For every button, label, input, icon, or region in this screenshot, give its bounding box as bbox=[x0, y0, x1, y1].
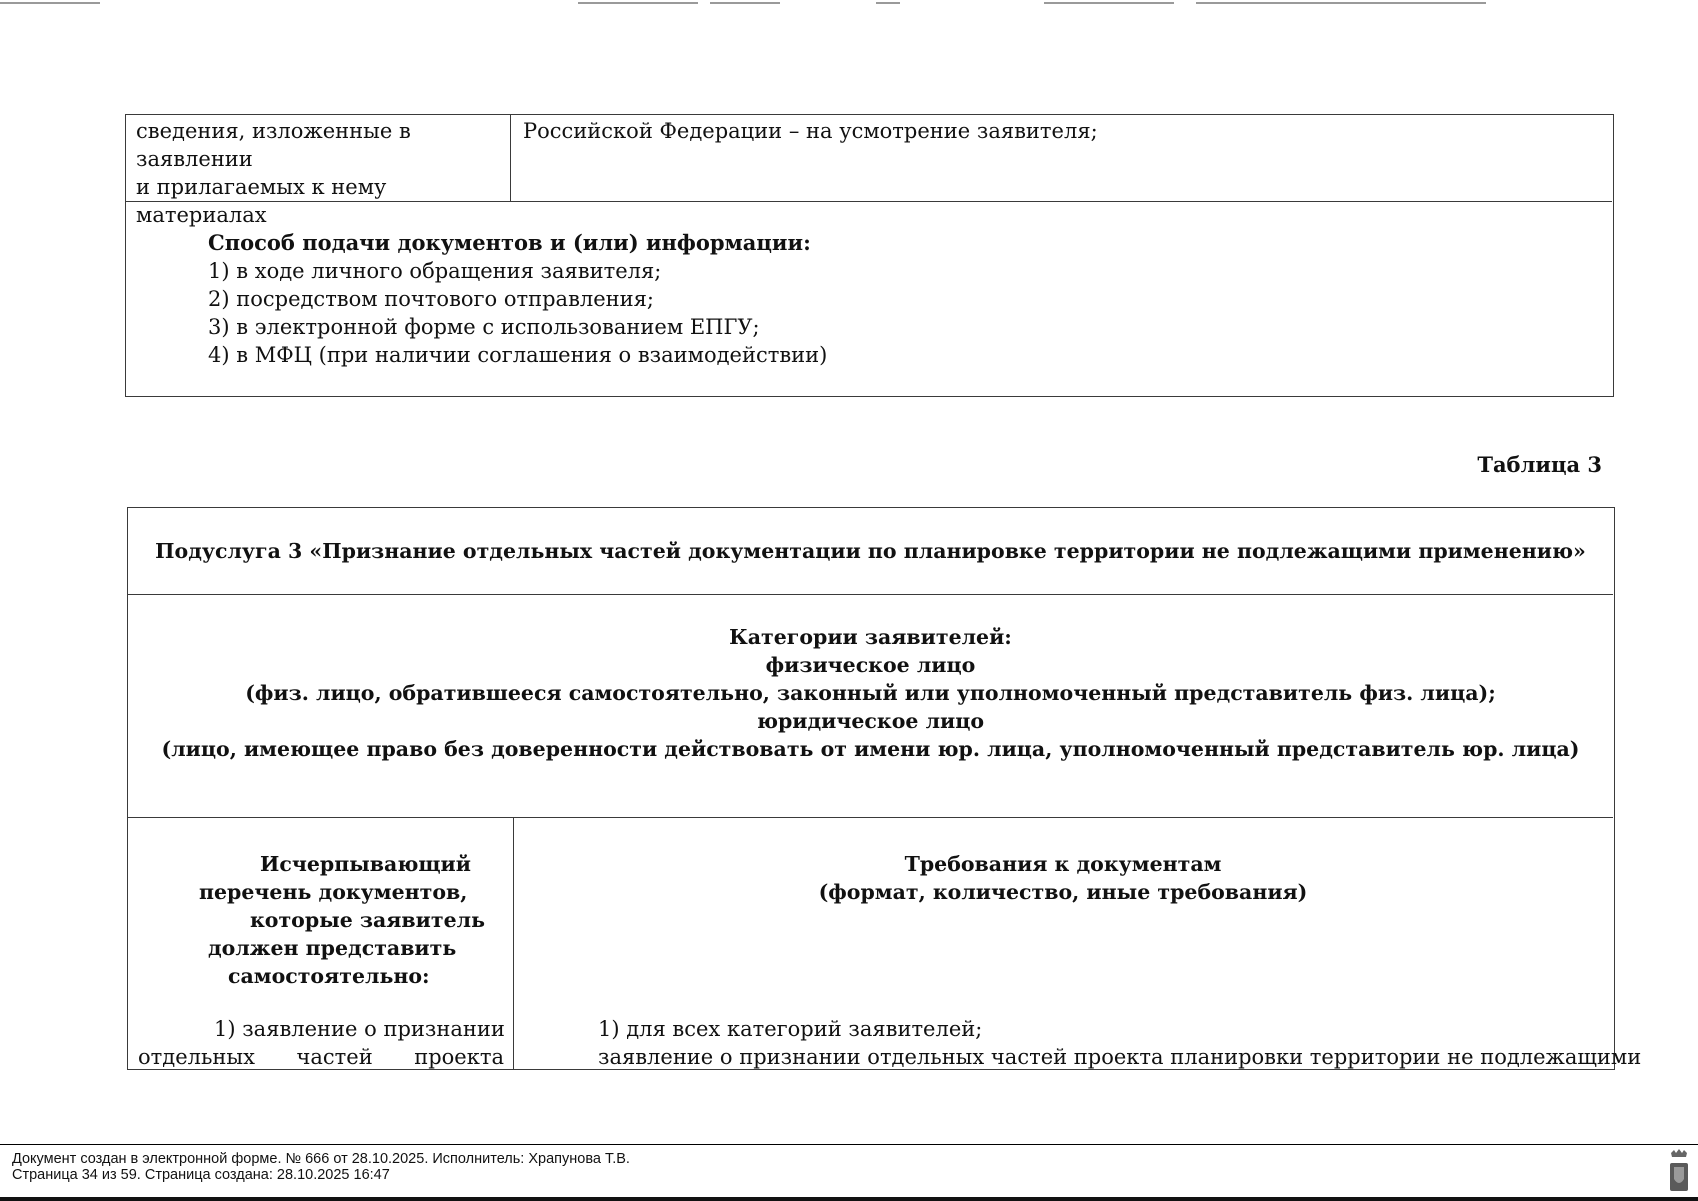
document-item-left bbox=[138, 1015, 504, 1071]
documents-list-header-line: которые заявитель bbox=[250, 908, 485, 932]
documents-list-header-line: должен представить bbox=[208, 936, 457, 960]
submission-item: 1) в ходе личного обращения заявителя; bbox=[208, 259, 662, 283]
docs-info-right-cell bbox=[523, 117, 1603, 145]
category-individual: физическое лицо bbox=[765, 653, 976, 677]
scan-artifact bbox=[876, 2, 900, 4]
category-legal-entity: юридическое лицо bbox=[756, 709, 985, 733]
footer-document-info: Документ создан в электронной форме. № 666 от 28.10.2025. Исполнитель: Храпунова Т.В. bbox=[12, 1151, 630, 1167]
scan-artifact bbox=[1196, 2, 1486, 4]
submission-item: 3) в электронной форме с использованием ЕПГУ; bbox=[208, 315, 760, 339]
category-legal-entity-desc: (лицо, имеющее право без доверенности действовать от имени юр. лица, уполномоченный представитель юр. лица) bbox=[161, 737, 1580, 761]
documents-list-header-line: самостоятельно: bbox=[228, 964, 430, 988]
documents-list-header-line: Исчерпывающий bbox=[260, 852, 471, 876]
category-individual-desc: (физ. лицо, обратившееся самостоятельно, законный или уполномоченный представитель физ. лица); bbox=[245, 681, 1496, 705]
scan-artifact bbox=[578, 2, 698, 4]
row-divider bbox=[128, 594, 1613, 595]
submission-heading: Способ подачи документов и (или) информации: bbox=[208, 230, 811, 255]
coat-of-arms-icon bbox=[1668, 1149, 1690, 1193]
subservice-title bbox=[128, 537, 1613, 565]
scan-artifact bbox=[710, 2, 780, 4]
requirement-line: заявление о признании отдельных частей проекта планировки территории не подлежащими bbox=[598, 1045, 1642, 1069]
subservice-title-text: Подуслуга 3 «Признание отдельных частей документации по планировке территории не подлежащими применению» bbox=[155, 539, 1586, 563]
docs-info-cell bbox=[136, 117, 508, 229]
submission-item: 4) в МФЦ (при наличии соглашения о взаимодействии) bbox=[208, 343, 828, 367]
documents-list-header-line: перечень документов, bbox=[199, 880, 468, 904]
requirements-header-line: Требования к документам bbox=[904, 852, 1222, 876]
document-footer bbox=[0, 1144, 1698, 1201]
column-divider bbox=[510, 115, 511, 201]
scan-artifact bbox=[0, 2, 100, 4]
footer-text bbox=[12, 1151, 630, 1183]
document-requirement-right bbox=[598, 1015, 1642, 1071]
continued-table bbox=[125, 114, 1614, 397]
docs-info-line: сведения, изложенные в заявлении bbox=[136, 119, 411, 171]
scan-artifact bbox=[1044, 2, 1174, 4]
requirements-header bbox=[513, 850, 1613, 906]
row-divider bbox=[128, 817, 1613, 818]
bottom-scan-edge bbox=[0, 1197, 1698, 1201]
footer-page-info: Страница 34 из 59. Страница создана: 28.10.2025 16:47 bbox=[12, 1167, 390, 1183]
table-number-label: Таблица 3 bbox=[1477, 452, 1602, 477]
document-item-line: 1) заявление о признании bbox=[214, 1017, 505, 1041]
table-3 bbox=[127, 507, 1642, 1070]
requirement-line: 1) для всех категорий заявителей; bbox=[598, 1017, 983, 1041]
document-item-line: отдельных частей проекта bbox=[138, 1045, 504, 1069]
categories-heading: Категории заявителей: bbox=[729, 625, 1012, 649]
applicant-categories-cell bbox=[128, 623, 1613, 763]
submission-item: 2) посредством почтового отправления; bbox=[208, 287, 654, 311]
docs-info-right-text: Российской Федерации – на усмотрение заявителя; bbox=[523, 119, 1098, 143]
documents-list-header bbox=[128, 850, 513, 990]
submission-methods-cell bbox=[208, 229, 1588, 369]
requirements-header-line: (формат, количество, иные требования) bbox=[818, 880, 1308, 904]
docs-info-line: и прилагаемых к нему материалах bbox=[136, 175, 387, 227]
